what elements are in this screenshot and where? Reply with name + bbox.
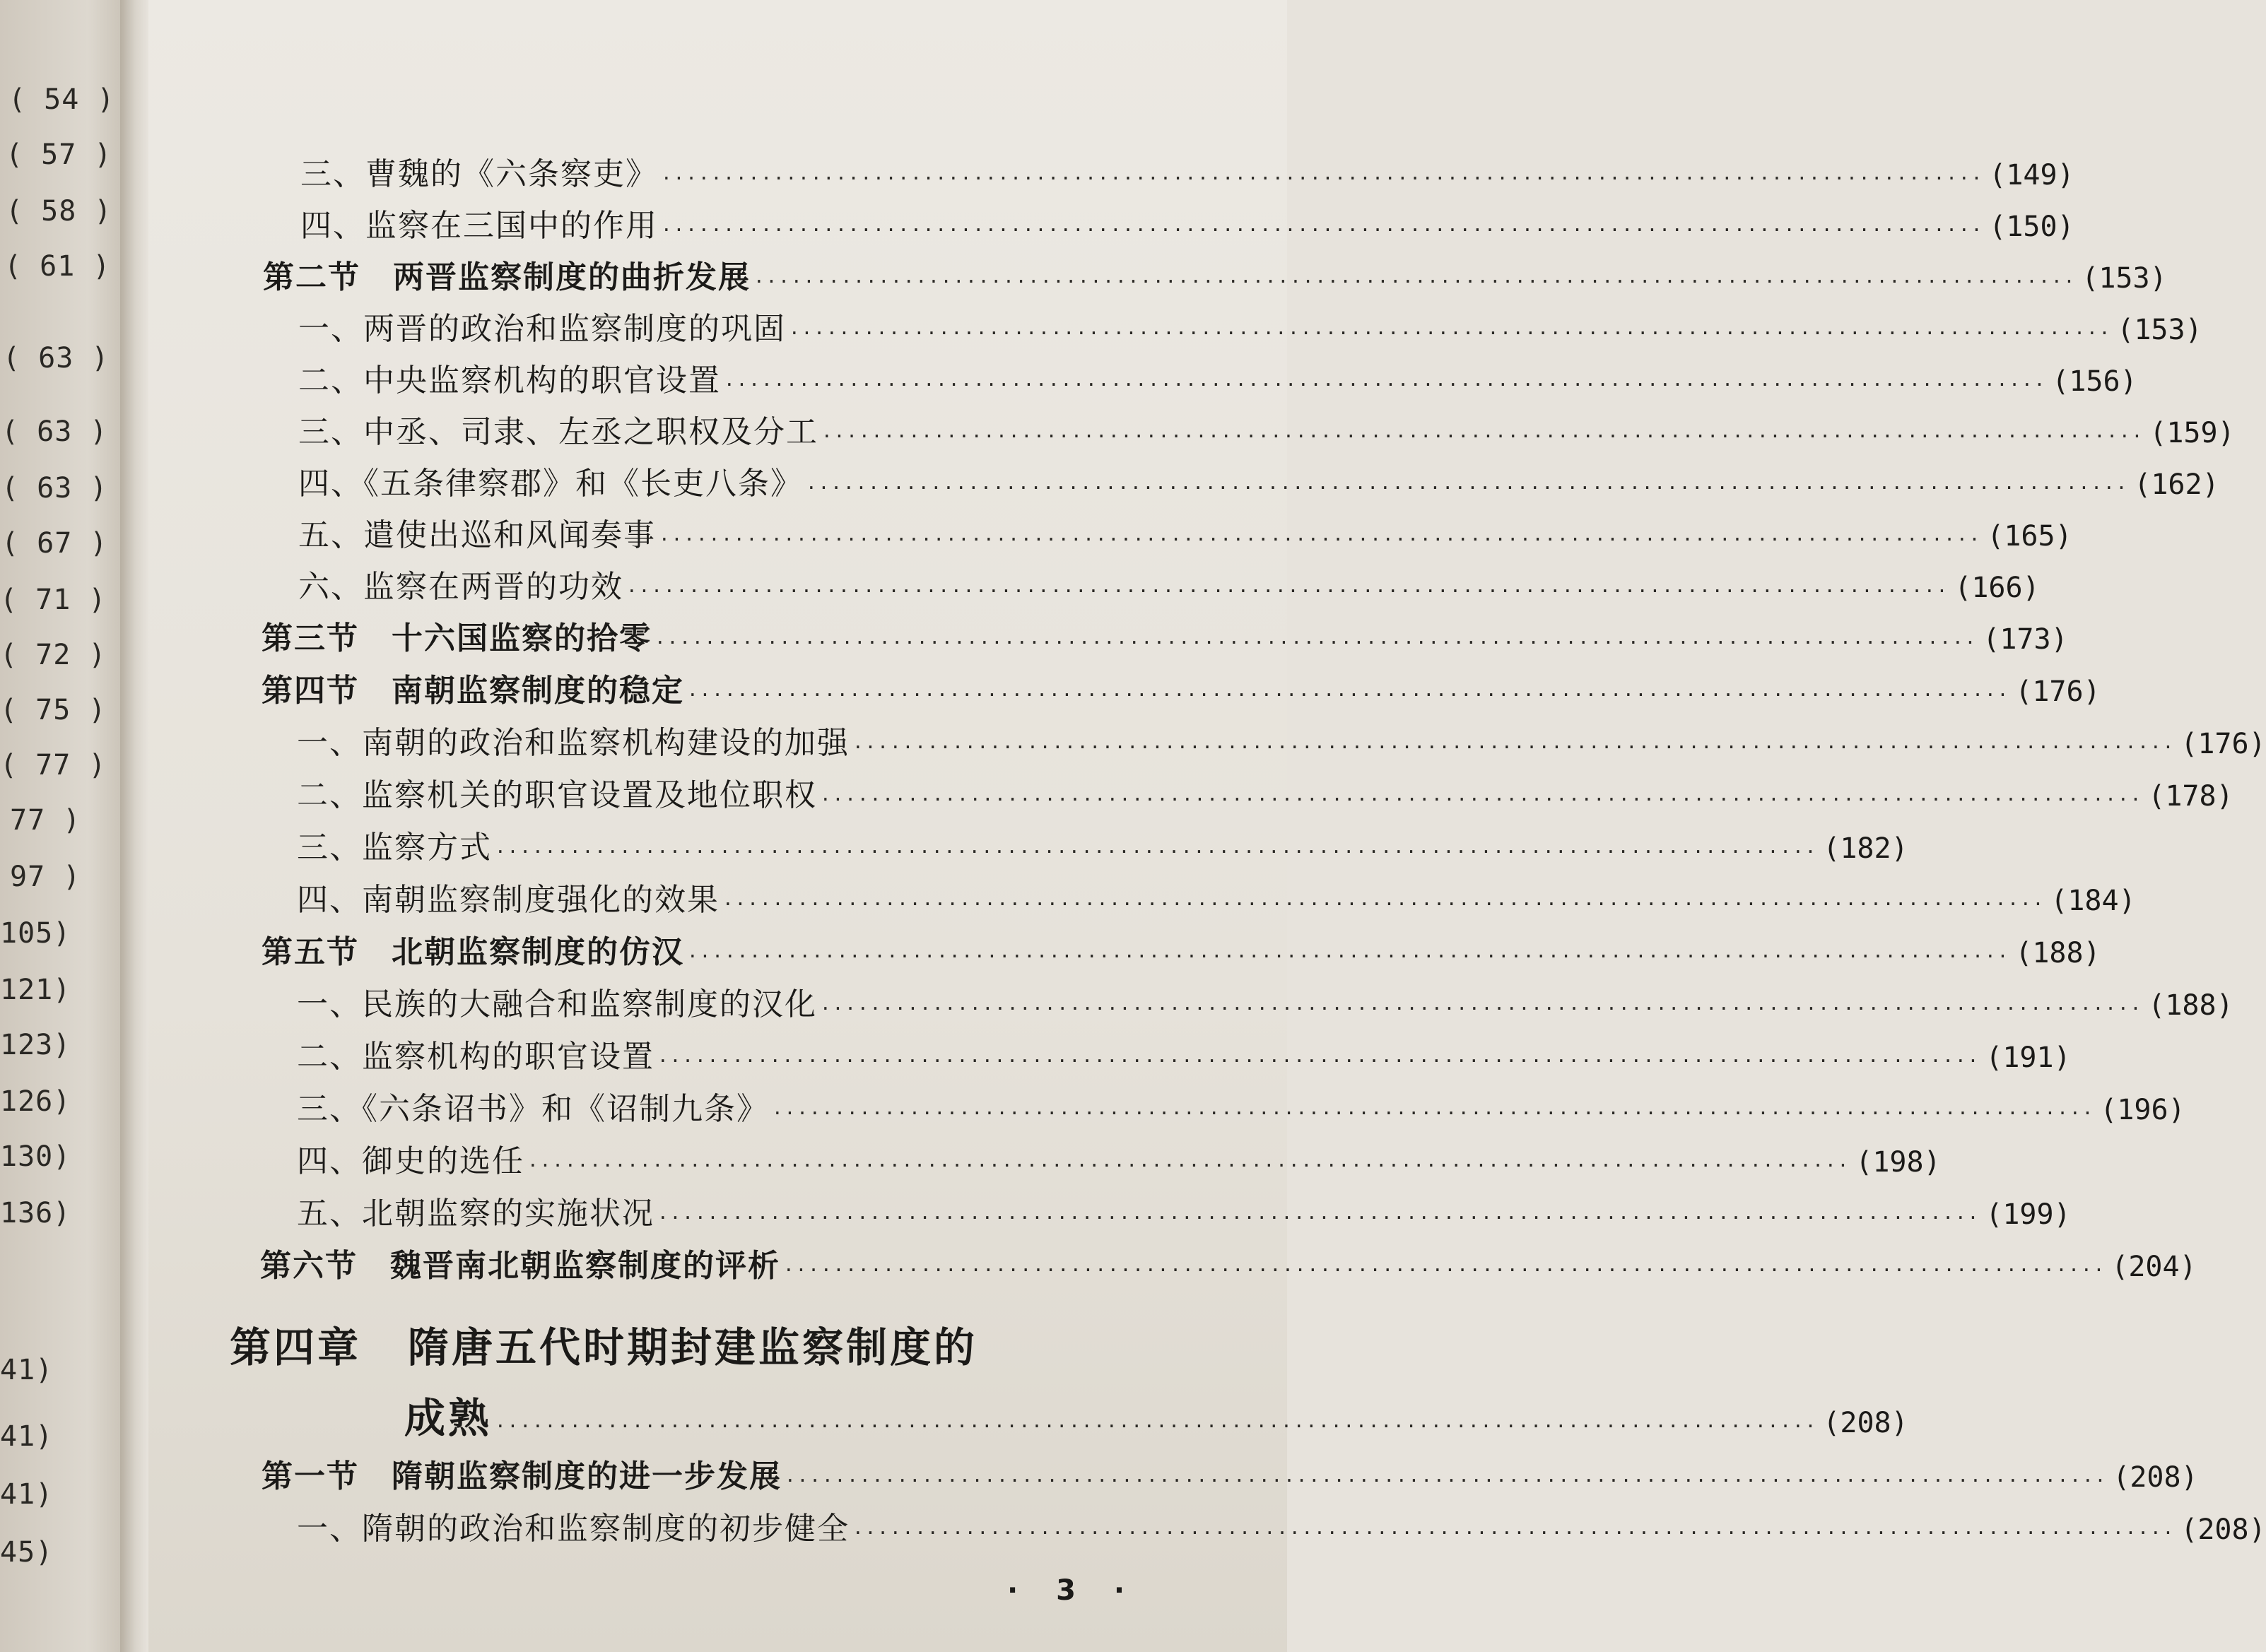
toc-entry [300,148,2074,194]
toc-entry [297,1135,1941,1181]
dot-leader [687,946,2009,967]
toc-entry-title: 四、南朝监察制度强化的效果 [297,882,720,918]
dot-leader [495,842,1817,863]
toc-entry-page: (153) [2117,314,2202,346]
toc-entry [298,303,2202,348]
dot-leader [626,581,1949,602]
dot-leader [527,1155,1850,1176]
dot-leader [852,1523,2175,1544]
toc-section [262,1451,2198,1496]
toc-entry-title: 二、监察机关的职官设置及地位职权 [297,777,817,813]
toc-entry-page: (162) [2134,468,2219,501]
dot-leader [789,323,2111,344]
left-page-ref: 41) [0,1420,54,1453]
left-page-ref: 97 ) [10,861,81,893]
left-page-ref: ( 61 ) [4,250,111,283]
left-page-ref: 77 ) [10,804,81,837]
toc-entry-title: 四、《五条律察郡》和《长吏八条》 [298,466,803,502]
dot-leader [753,271,2076,293]
dot-leader [657,1051,1980,1072]
toc-entry-title: 二、监察机构的职官设置 [297,1039,654,1075]
left-page-ref: 121) [0,974,71,1006]
toc-section-title: 第二节 两晋监察制度的曲折发展 [263,259,751,295]
left-page-ref: ( 57 ) [6,138,112,171]
toc-entry-page: (165) [1987,520,2072,553]
left-page-ref: ( 63 ) [1,472,108,505]
toc-entry-title: 二、中央监察机构的职官设置 [298,362,721,399]
toc-entry-title: 三、《六条诏书》和《诏制九条》 [297,1091,769,1127]
toc-entry-title: 一、隋朝的政治和监察制度的初步健全 [297,1511,850,1547]
left-page-ref: 105) [0,917,71,950]
chapter-number: 第四章 [230,1323,362,1371]
dot-leader [820,998,2142,1020]
toc-entry-page: (173) [1983,623,2068,656]
toc-entry [297,769,2233,815]
toc-entry-page: (182) [1823,832,1908,865]
toc-entry-page: (198) [1855,1146,1941,1179]
toc-section [263,252,2167,297]
toc-entry [297,979,2233,1024]
toc-entry-page: (159) [2149,417,2235,449]
left-page-ref: ( 54 ) [8,83,115,116]
toc-entry-title: 五、北朝监察的实施状况 [297,1196,654,1232]
toc-entry [297,1503,2266,1548]
dot-leader [654,632,1977,654]
toc-entry-title: 三、监察方式 [297,830,492,866]
toc-entry-page: (150) [1989,211,2074,243]
left-page-ref: ( 58 ) [6,195,112,228]
toc-entry [297,822,1908,867]
dot-leader [687,685,2009,706]
dot-leader [772,1103,2094,1124]
dot-leader [724,374,2046,396]
left-page-ref: ( 67 ) [1,527,108,560]
toc-entry-title: 五、遣使出巡和风闻奏事 [298,517,656,553]
toc-entry [298,458,2219,503]
toc-section [262,613,2068,658]
toc-entry [298,406,2235,452]
dot-leader [661,220,1983,241]
left-page-ref: ( 77 ) [0,749,107,781]
chapter-title-line1: 隋唐五代时期封建监察制度的 [408,1323,978,1371]
toc-entry [300,200,2074,245]
toc-entry-page: (208) [2113,1461,2198,1494]
toc-entry-page: (191) [1985,1042,2071,1074]
toc-entry [298,509,2072,555]
dot-leader [722,894,2045,915]
chapter-title-line2 [404,1385,1908,1444]
toc-entry-title: 四、御史的选任 [297,1143,524,1179]
toc-section [262,926,2101,972]
toc-entry-title: 一、两晋的政治和监察制度的巩固 [298,311,786,347]
left-page-ref: ( 71 ) [0,584,107,616]
left-page-ref: 41) [0,1354,54,1386]
toc-entry-page: (176) [2015,675,2101,708]
toc-entry-page: (156) [2052,365,2137,398]
toc-entry-page: (149) [1989,159,2074,191]
left-page-ref: ( 63 ) [3,342,110,374]
toc-entry [298,561,2040,606]
toc-entry-page: (208) [2180,1514,2266,1546]
left-page-ref: 45) [0,1536,54,1569]
dot-leader [783,1260,2106,1281]
dot-leader [852,737,2175,758]
toc-entry-title: 一、民族的大融合和监察制度的汉化 [297,986,817,1022]
toc-entry-title: 六、监察在两晋的功效 [298,569,623,605]
toc-entry [297,1083,2185,1128]
dot-leader [821,426,2144,447]
chapter-heading [230,1314,978,1374]
toc-entry-page: (153) [2082,262,2167,295]
dot-leader [820,789,2142,810]
toc-entry-title: 一、南朝的政治和监察机构建设的加强 [297,725,850,761]
chapter-title-text: 成熟 [404,1394,493,1442]
toc-entry [297,874,2136,919]
dot-leader [806,478,2128,499]
toc-entry-page: (196) [2100,1094,2185,1126]
left-page-ref: 123) [0,1029,71,1061]
toc-section-title: 第四节 南朝监察制度的稳定 [262,673,684,709]
toc-entry [297,717,2266,762]
left-page-ref: 41) [0,1478,54,1511]
dot-leader [657,1208,1980,1229]
dot-leader [495,1416,1817,1437]
toc-entry-page: (184) [2050,885,2136,917]
toc-entry-page: (188) [2148,989,2233,1022]
toc-entry-page: (208) [1823,1407,1908,1439]
toc-entry-page: (199) [1985,1198,2071,1231]
page-number: · 3 · [1007,1574,1139,1607]
toc-section-title: 第五节 北朝监察制度的仿汉 [262,934,684,970]
toc-entry-page: (204) [2111,1251,2197,1283]
toc-entry-title: 三、曹魏的《六条察吏》 [300,156,658,192]
left-page-ref: 126) [0,1085,71,1118]
book-gutter [120,0,148,1652]
toc-entry-page: (178) [2148,780,2233,813]
left-page [0,0,126,1652]
toc-section-title: 第六节 魏晋南北朝监察制度的评析 [260,1248,780,1284]
toc-entry-title: 四、监察在三国中的作用 [300,208,658,244]
dot-leader [659,529,1981,550]
toc-section-title: 第一节 隋朝监察制度的进一步发展 [262,1458,782,1494]
toc-section [262,665,2101,710]
dot-leader [661,168,1983,189]
left-page-ref: ( 63 ) [1,415,108,448]
dot-leader [785,1470,2107,1492]
left-page-ref: ( 75 ) [0,694,107,726]
toc-page [148,0,2266,1652]
toc-entry [297,1031,2071,1076]
toc-entry-page: (188) [2015,937,2101,969]
toc-section-title: 第三节 十六国监察的拾零 [262,620,652,656]
left-page-ref: 136) [0,1197,71,1229]
toc-entry [297,1188,2071,1233]
toc-entry-title: 三、中丞、司隶、左丞之职权及分工 [298,414,818,450]
toc-entry [298,355,2137,400]
toc-entry-page: (166) [1954,572,2040,604]
left-page-ref: ( 72 ) [0,639,107,671]
toc-section [260,1240,2197,1285]
toc-entry-page: (176) [2180,728,2266,760]
left-page-ref: 130) [0,1140,71,1173]
